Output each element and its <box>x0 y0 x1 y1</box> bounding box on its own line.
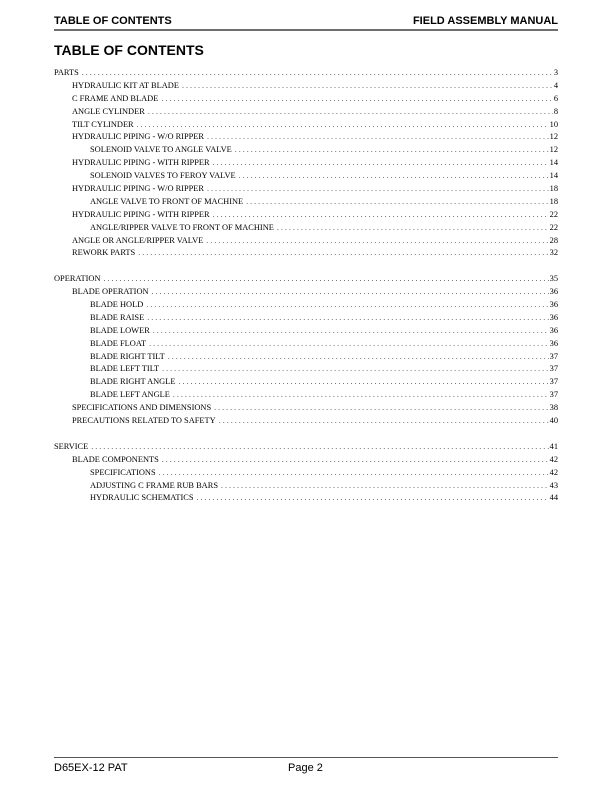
toc-entry-label: ANGLE CYLINDER <box>72 106 148 119</box>
toc-entry-label: SERVICE <box>54 441 91 454</box>
dot-leader <box>277 222 549 235</box>
toc-entry-label: HYDRAULIC PIPING - W/O RIPPER <box>72 183 207 196</box>
toc-entry-page: 14 <box>549 158 558 168</box>
dot-leader <box>207 183 549 196</box>
toc-entry-page: 22 <box>549 209 558 219</box>
toc-entry[interactable] <box>54 222 558 235</box>
dot-leader <box>213 157 549 170</box>
toc-entry[interactable] <box>54 196 558 209</box>
toc-entry-label: HYDRAULIC KIT AT BLADE <box>72 80 182 93</box>
dot-leader <box>239 170 549 183</box>
toc-entry-page: 41 <box>549 441 558 451</box>
dot-leader <box>219 415 549 428</box>
toc-entry[interactable] <box>54 351 558 364</box>
dot-leader <box>246 196 548 209</box>
dot-leader <box>235 144 549 157</box>
toc-entry-page: 28 <box>549 235 558 245</box>
toc-spacer <box>54 260 558 273</box>
toc-entry-page: 36 <box>549 287 558 297</box>
toc-entry-page: 37 <box>549 364 558 374</box>
dot-leader <box>82 67 553 80</box>
toc-entry-label: SOLENOID VALVE TO ANGLE VALVE <box>90 144 235 157</box>
toc-entry-label: BLADE LEFT ANGLE <box>90 389 173 402</box>
toc-entry-label: HYDRAULIC PIPING - WITH RIPPER <box>72 209 213 222</box>
toc-entry[interactable] <box>54 183 558 196</box>
toc-entry-page: 3 <box>553 68 558 77</box>
toc-entry-page: 4 <box>553 80 558 90</box>
toc-entry[interactable] <box>54 144 558 157</box>
dot-leader <box>104 273 549 286</box>
toc-entry-page: 36 <box>549 338 558 348</box>
toc-entry-label: PRECAUTIONS RELATED TO SAFETY <box>72 415 219 428</box>
dot-leader <box>214 402 548 415</box>
toc-entry[interactable] <box>54 415 558 428</box>
toc-entry[interactable] <box>54 209 558 222</box>
dot-leader <box>162 363 548 376</box>
toc-entry-page: 37 <box>549 377 558 387</box>
toc-entry-label: ADJUSTING C FRAME RUB BARS <box>90 480 221 493</box>
toc-entry[interactable] <box>54 389 558 402</box>
toc-entry[interactable] <box>54 338 558 351</box>
dot-leader <box>221 480 549 493</box>
toc-entry[interactable] <box>54 119 558 132</box>
toc-entry[interactable] <box>54 363 558 376</box>
toc-entry-page: 10 <box>549 119 558 129</box>
toc-entry-label: SPECIFICATIONS <box>90 467 159 480</box>
toc-entry-label: ANGLE VALVE TO FRONT OF MACHINE <box>90 196 246 209</box>
toc-entry[interactable] <box>54 247 558 260</box>
dot-leader <box>147 312 548 325</box>
dot-leader <box>146 299 548 312</box>
toc-entry-label: BLADE LEFT TILT <box>90 363 162 376</box>
dot-leader <box>161 93 552 106</box>
header-section-title: TABLE OF CONTENTS <box>54 15 172 27</box>
footer-divider <box>54 757 558 758</box>
toc-entry-label: C FRAME AND BLADE <box>72 93 161 106</box>
toc-entry-label: BLADE RIGHT TILT <box>90 351 168 364</box>
toc-entry[interactable] <box>54 80 558 93</box>
toc-entry-label: BLADE RAISE <box>90 312 147 325</box>
dot-leader <box>153 325 549 338</box>
toc-entry-page: 43 <box>549 480 558 490</box>
toc-entry-page: 22 <box>549 222 558 232</box>
toc-entry[interactable] <box>54 157 558 170</box>
toc-entry[interactable] <box>54 235 558 248</box>
toc-entry[interactable] <box>54 312 558 325</box>
toc-entry[interactable] <box>54 454 558 467</box>
toc-entry-label: HYDRAULIC SCHEMATICS <box>90 492 197 505</box>
dot-leader <box>149 338 549 351</box>
toc-entry-label: TILT CYLINDER <box>72 119 137 132</box>
toc-spacer <box>54 428 558 441</box>
dot-leader <box>213 209 549 222</box>
page-title: TABLE OF CONTENTS <box>54 42 204 58</box>
toc-entry[interactable] <box>54 325 558 338</box>
toc-entry[interactable] <box>54 67 558 80</box>
toc-entry[interactable] <box>54 441 558 454</box>
toc-entry-page: 37 <box>549 390 558 400</box>
dot-leader <box>197 492 549 505</box>
toc-entry-page: 36 <box>549 325 558 335</box>
toc-entry-label: BLADE LOWER <box>90 325 153 338</box>
toc-entry-label: HYDRAULIC PIPING - W/O RIPPER <box>72 131 207 144</box>
dot-leader <box>91 441 548 454</box>
dot-leader <box>152 286 549 299</box>
dot-leader <box>173 389 549 402</box>
toc-entry-label: ANGLE OR ANGLE/RIPPER VALVE <box>72 235 206 248</box>
toc-entry-label: BLADE RIGHT ANGLE <box>90 376 178 389</box>
toc-entry-label: HYDRAULIC PIPING - WITH RIPPER <box>72 157 213 170</box>
toc-entry-page: 18 <box>549 184 558 194</box>
table-of-contents <box>54 67 558 505</box>
toc-entry-page: 12 <box>549 145 558 155</box>
dot-leader <box>137 119 549 132</box>
dot-leader <box>159 467 549 480</box>
toc-entry-label: SPECIFICATIONS AND DIMENSIONS <box>72 402 214 415</box>
toc-entry-page: 42 <box>549 454 558 464</box>
toc-entry-page: 40 <box>549 416 558 426</box>
toc-entry-page: 32 <box>549 248 558 258</box>
toc-entry-page: 42 <box>549 467 558 477</box>
dot-leader <box>206 235 548 248</box>
toc-entry-label: BLADE OPERATION <box>72 286 152 299</box>
toc-entry-page: 37 <box>549 351 558 361</box>
toc-entry-label: BLADE HOLD <box>90 299 146 312</box>
toc-entry-label: OPERATION <box>54 273 104 286</box>
toc-entry-page: 36 <box>549 312 558 322</box>
toc-entry[interactable] <box>54 106 558 119</box>
toc-entry[interactable] <box>54 467 558 480</box>
dot-leader <box>138 247 548 260</box>
toc-entry-label: REWORK PARTS <box>72 247 138 260</box>
toc-entry-page: 35 <box>549 274 558 284</box>
toc-entry-label: BLADE FLOAT <box>90 338 149 351</box>
header-manual-title: FIELD ASSEMBLY MANUAL <box>412 15 558 27</box>
toc-entry-page: 6 <box>553 93 558 103</box>
footer-page-number: Page 2 <box>288 762 323 774</box>
footer-model: D65EX-12 PAT <box>54 762 128 774</box>
toc-entry[interactable] <box>54 480 558 493</box>
toc-entry-label: PARTS <box>54 67 82 80</box>
dot-leader <box>148 106 553 119</box>
toc-entry-label: SOLENOID VALVES TO FEROY VALVE <box>90 170 239 183</box>
toc-entry-page: 38 <box>549 403 558 413</box>
toc-entry-label: ANGLE/RIPPER VALVE TO FRONT OF MACHINE <box>90 222 277 235</box>
toc-entry-page: 14 <box>549 171 558 181</box>
dot-leader <box>162 454 549 467</box>
toc-entry[interactable] <box>54 492 558 505</box>
toc-entry[interactable] <box>54 273 558 286</box>
page-header <box>54 14 558 28</box>
dot-leader <box>207 131 549 144</box>
toc-entry-page: 12 <box>549 132 558 142</box>
toc-entry[interactable] <box>54 376 558 389</box>
dot-leader <box>178 376 548 389</box>
toc-entry-page: 8 <box>553 106 558 116</box>
toc-entry[interactable] <box>54 402 558 415</box>
toc-entry-page: 44 <box>549 493 558 503</box>
toc-entry[interactable] <box>54 131 558 144</box>
toc-entry[interactable] <box>54 286 558 299</box>
dot-leader <box>168 351 549 364</box>
toc-entry-label: BLADE COMPONENTS <box>72 454 162 467</box>
toc-entry[interactable] <box>54 299 558 312</box>
toc-entry[interactable] <box>54 93 558 106</box>
toc-entry-page: 36 <box>549 300 558 310</box>
header-divider <box>54 29 558 31</box>
toc-entry[interactable] <box>54 170 558 183</box>
toc-entry-page: 18 <box>549 196 558 206</box>
dot-leader <box>182 80 553 93</box>
